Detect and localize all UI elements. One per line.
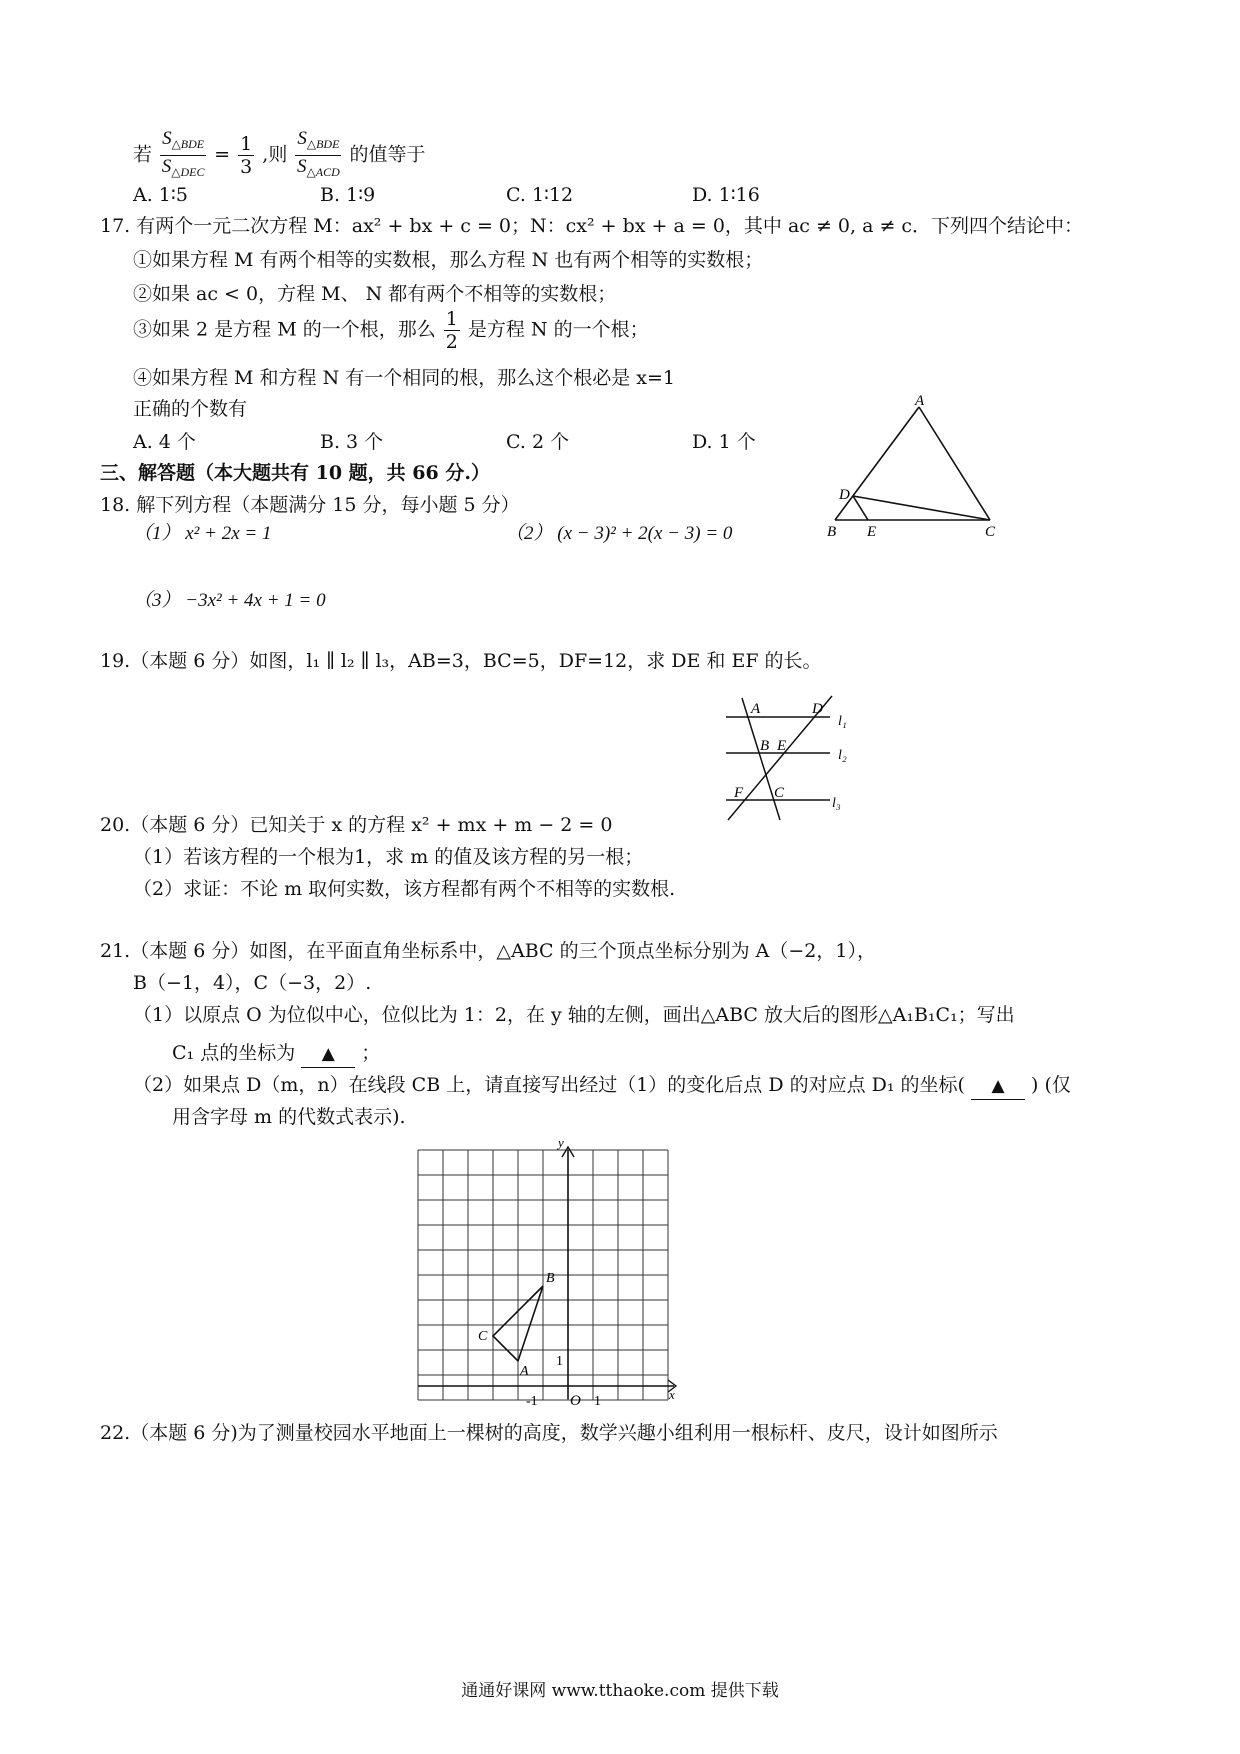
label-l3: l₃ (832, 796, 841, 811)
section-3-title: 三、解答题（本大题共有 10 题，共 66 分.） (100, 462, 490, 484)
frac3-num-sub: △BDE (306, 137, 340, 151)
q19-stem: 19.（本题 6 分）如图，l₁ ∥ l₂ ∥ l₃，AB=3，BC=5，DF=12，求 DE 和 EF 的长。 (100, 650, 822, 672)
label-c: C (985, 524, 996, 540)
grid-lines (418, 1150, 668, 1400)
q17-stem: 17. 有两个一元二次方程 M：ax² + bx + c = 0；N：cx² + bx + a = 0，其中 ac ≠ 0, a ≠ c．下列四个结论中： (100, 215, 1084, 237)
x-axis-label: x (669, 1387, 675, 1402)
label-d: D (839, 487, 850, 503)
y-axis-label: y (558, 1135, 564, 1150)
frac3-den: S (297, 156, 307, 177)
q16-option-a: A. 1∶5 (133, 184, 188, 206)
q17-half-fraction (444, 308, 460, 353)
q16-option-c: C. 1∶12 (506, 184, 574, 206)
origin-label: O (570, 1393, 581, 1409)
q17-statement-2: ②如果 ac < 0，方程 M、 N 都有两个不相等的实数根； (133, 283, 617, 305)
q21-c1-prompt: C₁ 点的坐标为 (172, 1042, 296, 1064)
q21-d1-prompt: （2）如果点 D（m，n）在线段 CB 上，请直接写出经过（1）的变化后点 D 的对应点 D₁ 的坐标( (133, 1074, 965, 1096)
tick-1-x: 1 (594, 1394, 601, 1409)
coordinate-grid (410, 1135, 700, 1415)
point-label-b: B (546, 1271, 555, 1286)
frac2-den: 3 (240, 156, 253, 178)
triangle-figure (820, 395, 1020, 545)
q17-question: 正确的个数有 (133, 398, 248, 420)
q16-frac-one-third (238, 133, 254, 178)
frac3-den-sub: △ACD (306, 165, 340, 179)
q16-eq: = (214, 143, 231, 166)
label-a: A (751, 701, 761, 717)
q21-stem-2: B（−1，4），C（−3，2）. (133, 972, 372, 994)
q20-stem: 20.（本题 6 分）已知关于 x 的方程 x² + mx + m − 2 = 0 (100, 814, 613, 836)
q18-stem: 18. 解下列方程（本题满分 15 分，每小题 5 分） (100, 494, 520, 516)
frac2-num: 1 (240, 133, 253, 155)
frac1-num-sub: △BDE (171, 137, 205, 151)
q21-part-1-line-1: （1）以原点 O 为位似中心，位似比为 1：2，在 y 轴的左侧，画出△ABC 放大后的图形△A₁B₁C₁；写出 (133, 1004, 1015, 1026)
label-c: C (774, 785, 785, 801)
q17-s3-post: 是方程 N 的一个根； (467, 318, 649, 341)
label-f: F (734, 785, 744, 801)
q17-s3-pre: ③如果 2 是方程 M 的一个根，那么 (133, 318, 436, 341)
q16-frac-bde-dec (160, 128, 206, 183)
q22-stem: 22.（本题 6 分)为了测量校园水平地面上一棵树的高度，数学兴趣小组利用一根标杆、皮尺，设计如图所示 (100, 1422, 998, 1444)
frac1-den-sub: △DEC (171, 165, 205, 179)
label-b: B (760, 738, 770, 754)
edge-ac (919, 407, 990, 520)
q16-fraction-line (133, 128, 426, 179)
q17-statement-3 (133, 308, 649, 360)
q18-part-2: （2） (x − 3)² + 2(x − 3) = 0 (505, 523, 733, 544)
q17-option-b: B. 3 个 (320, 431, 384, 453)
point-label-a: A (520, 1364, 529, 1379)
q17-option-d: D. 1 个 (692, 431, 756, 453)
tick-1-y: 1 (556, 1354, 563, 1369)
edge-de (853, 496, 868, 520)
answer-blank-d1[interactable]: ▲ (971, 1073, 1025, 1100)
frac1-num: S (162, 128, 172, 149)
half-num: 1 (445, 308, 458, 330)
tick-neg1: -1 (526, 1394, 538, 1409)
answer-blank-c1[interactable]: ▲ (301, 1041, 355, 1068)
frac3-num: S (297, 128, 307, 149)
q16-frac-bde-acd (295, 128, 341, 183)
q16-prefix: 若 (133, 143, 153, 166)
q21-part-2-line-1 (133, 1072, 1071, 1100)
q16-suffix: 的值等于 (349, 143, 426, 166)
label-b: B (827, 524, 837, 540)
label-e: E (777, 738, 787, 754)
q16-mid: ,则 (262, 143, 288, 166)
q21-c1-tail: ； (361, 1042, 381, 1064)
q17-statement-1: ①如果方程 M 有两个相等的实数根，那么方程 N 也有两个相等的实数根； (133, 249, 764, 271)
edge-dc (853, 496, 990, 520)
q21-d1-tail: ) (仅 (1031, 1074, 1071, 1096)
q20-part-1: （1）若该方程的一个根为1，求 m 的值及该方程的另一根； (133, 846, 644, 868)
q21-part-2-line-2: 用含字母 m 的代数式表示). (172, 1106, 406, 1128)
q21-stem-1: 21.（本题 6 分）如图，在平面直角坐标系中，△ABC 的三个顶点坐标分别为 A（−2，1）， (100, 940, 876, 962)
parallel-lines-figure (720, 693, 860, 828)
label-l2: l₂ (838, 748, 847, 763)
label-e: E (867, 524, 877, 540)
q17-statement-4: ④如果方程 M 和方程 N 有一个相同的根，那么这个根必是 x=1 (133, 367, 676, 389)
label-l1: l₁ (838, 714, 847, 729)
q17-option-c: C. 2 个 (506, 431, 570, 453)
label-d: D (812, 701, 823, 717)
q17-option-a: A. 4 个 (133, 431, 196, 453)
edge-ab (835, 407, 919, 520)
frac1-den: S (161, 156, 172, 177)
q20-part-2: （2）求证：不论 m 取何实数，该方程都有两个不相等的实数根. (133, 878, 676, 900)
label-a: A (915, 393, 925, 409)
q18-part-3: （3） −3x² + 4x + 1 = 0 (133, 590, 326, 611)
q16-option-b: B. 1∶9 (320, 184, 376, 206)
q18-part-1: （1） x² + 2x = 1 (133, 523, 272, 544)
half-den: 2 (445, 331, 458, 353)
page-footer: 通通好课网 www.tthaoke.com 提供下载 (461, 1681, 779, 1701)
q21-part-1-line-2 (172, 1040, 380, 1068)
point-label-c: C (478, 1329, 488, 1344)
q16-option-d: D. 1∶16 (692, 184, 760, 206)
